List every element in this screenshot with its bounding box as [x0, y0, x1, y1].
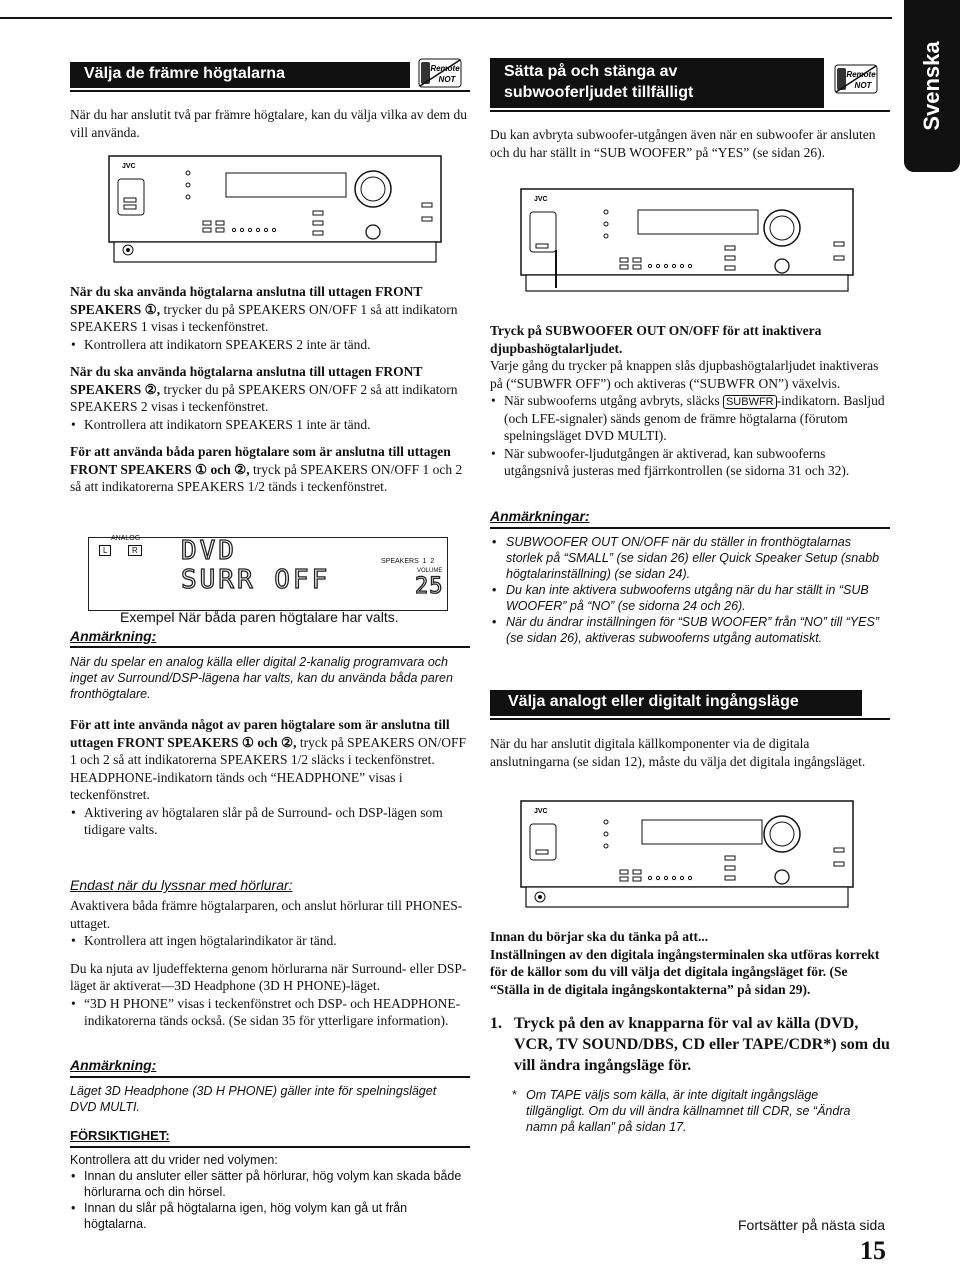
subwfr-indicator: SUBWFR	[723, 395, 777, 409]
right-heading: Sätta på och stänga av subwooferljudet tillfälligt	[490, 58, 824, 108]
svg-text:Remote: Remote	[846, 70, 876, 79]
caution-list: Kontrollera att du vrider ned volymen: • Innan du ansluter eller sätter på hörlurar, hög volym kan skada både hörlurarna och din hörsel. • Innan du slår på högtalarna igen, hög volym kan gå ut från högtalarna.	[70, 1152, 470, 1232]
continued-note: Fortsätter på nästa sida	[738, 1217, 886, 1233]
footnote: * Om TAPE väljs som källa, är inte digitalt ingångsläge tillgängligt. Om du vill ändra källnamnet till CDR, se “Ändra namn på kallan” på sidan 17.	[512, 1088, 851, 1134]
left-heading-rule	[70, 90, 470, 92]
left-heading: Välja de främre högtalarna	[70, 62, 410, 88]
caution-title: FÖRSIKTIGHET:	[70, 1128, 170, 1143]
note-item: • När du ändrar inställningen för “SUB WOOFER” från “NO” till “YES” (se sidan 26), aktiveras subwooferns utgång automatiskt.	[490, 614, 890, 646]
display-caption: Exempel När båda paren högtalare har valts.	[120, 609, 399, 625]
language-tab: Svenska	[904, 0, 960, 172]
note1-rule	[70, 646, 470, 648]
headphone-title: Endast när du lyssnar med hörlurar:	[70, 877, 293, 893]
left-body-2: För att inte använda något av paren högtalare som är anslutna till uttagen FRONT SPEAKERS ① och ②, tryck på SPEAKERS ON/OFF 1 och 2 så att indikatorerna SPEAKERS 1/2 släcks i teckenfönstret. HEADPHONE-indikatorn tänds och “HEADPHONE” visas i teckenfönstret. • Aktivering av högtalaren slår på de Surround- och DSP-lägen som tidigare valts.	[70, 716, 470, 839]
note-item: • Du kan inte aktivera subwooferns utgång när du har ställt in “SUB WOOFER” på “NO” (se sidorna 24 och 26).	[490, 582, 890, 614]
remote-not-icon	[418, 58, 462, 88]
right-heading-2: Välja analogt eller digitalt ingångsläge	[490, 690, 862, 716]
note1-title: Anmärkning:	[70, 628, 157, 644]
remote-not-icon	[834, 64, 878, 94]
note2-rule	[70, 1076, 470, 1078]
display-example: ANALOG L R DVD SURR OFF SPEAKERS 1 2 VOLUME 25	[88, 537, 448, 611]
svg-text:NOT: NOT	[438, 75, 456, 84]
receiver-illustration-2	[520, 188, 854, 294]
svg-text:NOT: NOT	[854, 81, 872, 90]
receiver-illustration-3	[520, 800, 854, 912]
caution-rule	[70, 1146, 470, 1148]
right-heading-2-rule	[490, 718, 890, 720]
caution-item: • Innan du ansluter eller sätter på hörlurar, hög volym kan skada både hörlurarna och din hörsel.	[70, 1168, 470, 1200]
right-sub-section: Tryck på SUBWOOFER OUT ON/OFF för att inaktivera djupbashögtalarljudet. Varje gång du trycker på knappen slås djupbashögtalarljudet inaktiveras på (“SUBWFR OFF”) och aktiveras (“SUBWFR ON”) växelvis. • När subwooferns utgång avbryts, släcks SUBWFR -indikatorn. Basljud (och LFE-signaler) sänds genom de främre högtalarna (förutom spelningsläget DVD MULTI). • När subwoofer-ljudutgången är aktiverad, kan subwooferns utgångsnivå justeras med fjärrkontrollen (se sidorna 31 och 32).	[490, 322, 890, 480]
notes-list	[490, 534, 890, 646]
top-rule	[0, 17, 892, 19]
page-number: 15	[860, 1236, 886, 1265]
caution-item: • Innan du slår på högtalarna igen, hög volym kan gå ut från högtalarna.	[70, 1200, 470, 1232]
right-heading-rule	[490, 110, 890, 112]
receiver-illustration-1	[108, 155, 442, 265]
note-item: • SUBWOOFER OUT ON/OFF när du ställer in fronthögtalarnas storlek på “SMALL” (se sidan 26) eller Quick Speaker Setup (snabb högtalarinställning) (se sidan 24).	[490, 534, 890, 582]
svg-text:Remote: Remote	[430, 64, 460, 73]
right-intro: Du kan avbryta subwoofer-utgången även när en subwoofer är ansluten och du har ställt in “SUB WOOFER” på “YES” (se sidan 26).	[490, 127, 876, 160]
headphone-section: Avaktivera båda främre högtalarparen, och anslut hörlurar till PHONES-uttaget. • Kontrollera att ingen högtalarindikator är tänd. Du ka njuta av ljudeffekterna genom hörlurarna när Surround- eller DSP-läget är aktiverat—3D Headphone (3D H PHONE)-läget. • “3D H PHONE” visas i teckenfönstret och DSP- och HEADPHONE-indikatorerna tänds också. (Se sidan 35 för ytterligare information).	[70, 897, 470, 1030]
notes-title: Anmärkningar:	[490, 508, 590, 524]
note2-text: Läget 3D Headphone (3D H PHONE) gäller inte för spelningsläget DVD MULTI.	[70, 1084, 437, 1114]
note2-title: Anmärkning:	[70, 1057, 157, 1073]
note1-text: När du spelar en analog källa eller digital 2-kanalig programvara och inget av Surround/DSP-lägena har valts, kan du använda båda paren fronthögtalare.	[70, 655, 453, 701]
svg-text:JVC: JVC	[534, 808, 548, 815]
before-you-start: Innan du börjar ska du tänka på att... Inställningen av den digitala ingångsterminalen ska utföras korrekt för de källor som du vill välja det digitala ingångsläget för. (Se “Ställa in de digitala ingångskontakterna” på sidan 29).	[490, 929, 880, 997]
step-1: 1. Tryck på den av knapparna för val av källa (DVD, VCR, TV SOUND/DBS, CD eller TAPE/CDR*) som du vill ändra ingångsläge för.	[490, 1015, 890, 1074]
left-intro: När du har anslutit två par främre högtalare, kan du välja vilka av dem du vill använda.	[70, 107, 467, 140]
svg-text:JVC: JVC	[534, 196, 548, 203]
notes-rule	[490, 527, 890, 529]
svg-text:JVC: JVC	[122, 163, 136, 170]
left-body: När du ska använda högtalarna anslutna till uttagen FRONT SPEAKERS ①, trycker du på SPEAKERS ON/OFF 1 så att indikatorn SPEAKERS 1 visas i teckenfönstret. • Kontrollera att indikatorn SPEAKERS 2 inte är tänd. När du ska använda högtalarna anslutna till uttagen FRONT SPEAKERS ②, trycker du på SPEAKERS ON/OFF 2 så att indikatorn SPEAKERS 2 visas i teckenfönstret. • Kontrollera att indikatorn SPEAKERS 1 inte är tänd. För att använda båda paren högtalare som är anslutna till uttagen FRONT SPEAKERS ① och ②, tryck på SPEAKERS ON/OFF 1 och 2 så att indikatorerna SPEAKERS 1/2 tänds i teckenfönstret.	[70, 283, 470, 496]
right-intro-2: När du har anslutit digitala källkomponenter via de digitala anslutningarna (se sidan 12), måste du välja det digitala ingångsläget.	[490, 736, 866, 769]
